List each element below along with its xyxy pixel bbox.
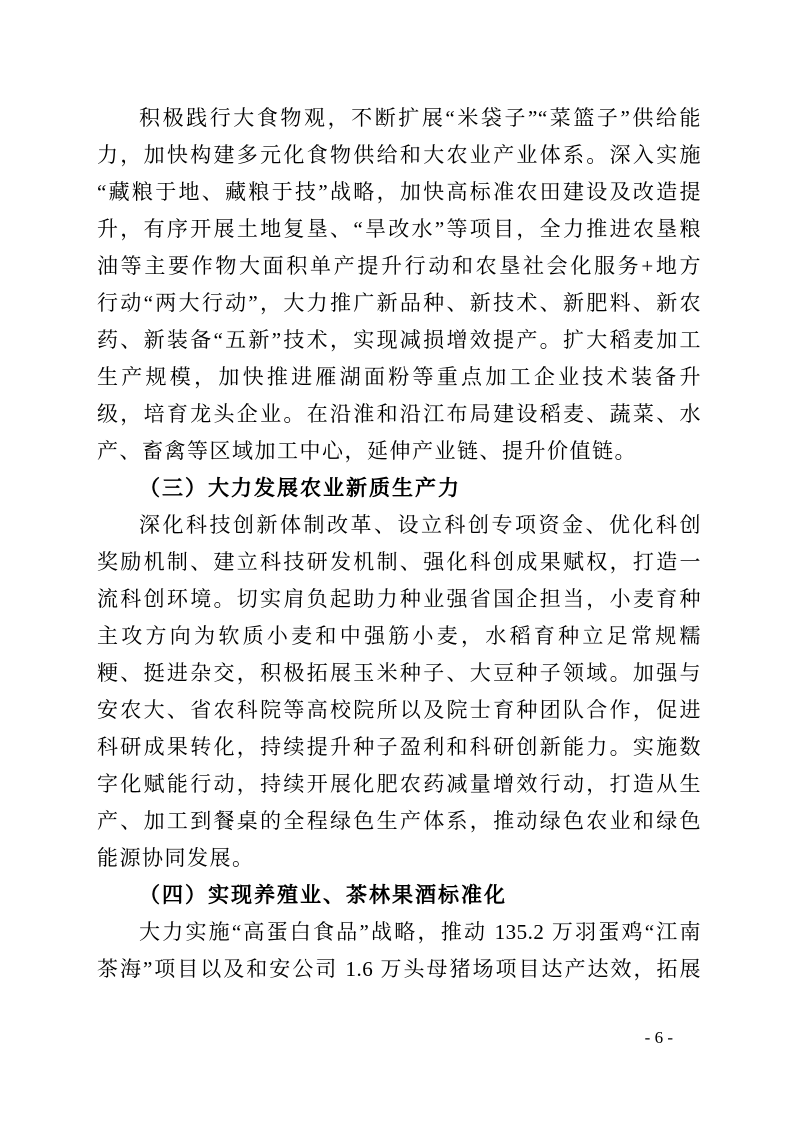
paragraph-1-line-9: 级，培育龙头企业。在沿淮和沿江布局建设稻麦、蔬菜、水 [97, 402, 701, 426]
paragraph-2-line-4: 主攻方向为软质小麦和中强筋小麦，水稻育种立足常规糯 [97, 624, 701, 648]
paragraph-1-line-3: “藏粮于地、藏粮于技”战略，加快高标准农田建设及改造提 [97, 180, 701, 204]
paragraph-2-line-8: 字化赋能行动，持续开展化肥农药减量增效行动，打造从生 [97, 772, 701, 796]
paragraph-2-line-5: 粳、挺进杂交，积极拓展玉米种子、大豆种子领域。加强与 [97, 661, 701, 685]
paragraph-3-line-1: 大力实施“高蛋白食品”战略，推动 135.2 万羽蛋鸡“江南 [139, 920, 701, 944]
section-heading-3: （三）大力发展农业新质生产力 [139, 476, 461, 500]
paragraph-2-line-6: 安农大、省农科院等高校院所以及院士育种团队合作，促进 [97, 698, 701, 722]
paragraph-2-line-1: 深化科技创新体制改革、设立科创专项资金、优化科创 [139, 513, 701, 537]
paragraph-1-line-2: 力，加快构建多元化食物供给和大农业产业体系。深入实施 [97, 143, 701, 167]
document-body [97, 100, 701, 988]
paragraph-1-line-1: 积极践行大食物观，不断扩展“米袋子”“菜篮子”供给能 [139, 106, 701, 130]
paragraph-2-line-3: 流科创环境。切实肩负起助力种业强省国企担当，小麦育种 [97, 587, 701, 611]
paragraph-1-line-10: 产、畜禽等区域加工中心，延伸产业链、提升价值链。 [97, 439, 637, 463]
paragraph-1-line-6: 行动“两大行动”，大力推广新品种、新技术、新肥料、新农 [97, 291, 701, 315]
paragraph-1-line-8: 生产规模，加快推进雁湖面粉等重点加工企业技术装备升 [97, 365, 701, 389]
paragraph-2-line-10: 能源协同发展。 [97, 846, 255, 870]
paragraph-3-line-2: 茶海”项目以及和安公司 1.6 万头母猪场项目达产达效，拓展 [97, 957, 701, 981]
paragraph-2-line-2: 奖励机制、建立科技研发机制、强化科创成果赋权，打造一 [97, 550, 701, 574]
paragraph-1-line-5: 油等主要作物大面积单产提升行动和农垦社会化服务+地方 [97, 254, 701, 278]
paragraph-2-line-7: 科研成果转化，持续提升种子盈利和科研创新能力。实施数 [97, 735, 701, 759]
page-number: - 6 - [644, 1028, 673, 1047]
paragraph-1-line-4: 升，有序开展土地复垦、“旱改水”等项目，全力推进农垦粮 [97, 217, 701, 241]
paragraph-1-line-7: 药、新装备“五新”技术，实现减损增效提产。扩大稻麦加工 [97, 328, 701, 352]
section-heading-4: （四）实现养殖业、茶林果酒标准化 [139, 883, 507, 907]
paragraph-2-line-9: 产、加工到餐桌的全程绿色生产体系，推动绿色农业和绿色 [97, 809, 701, 833]
